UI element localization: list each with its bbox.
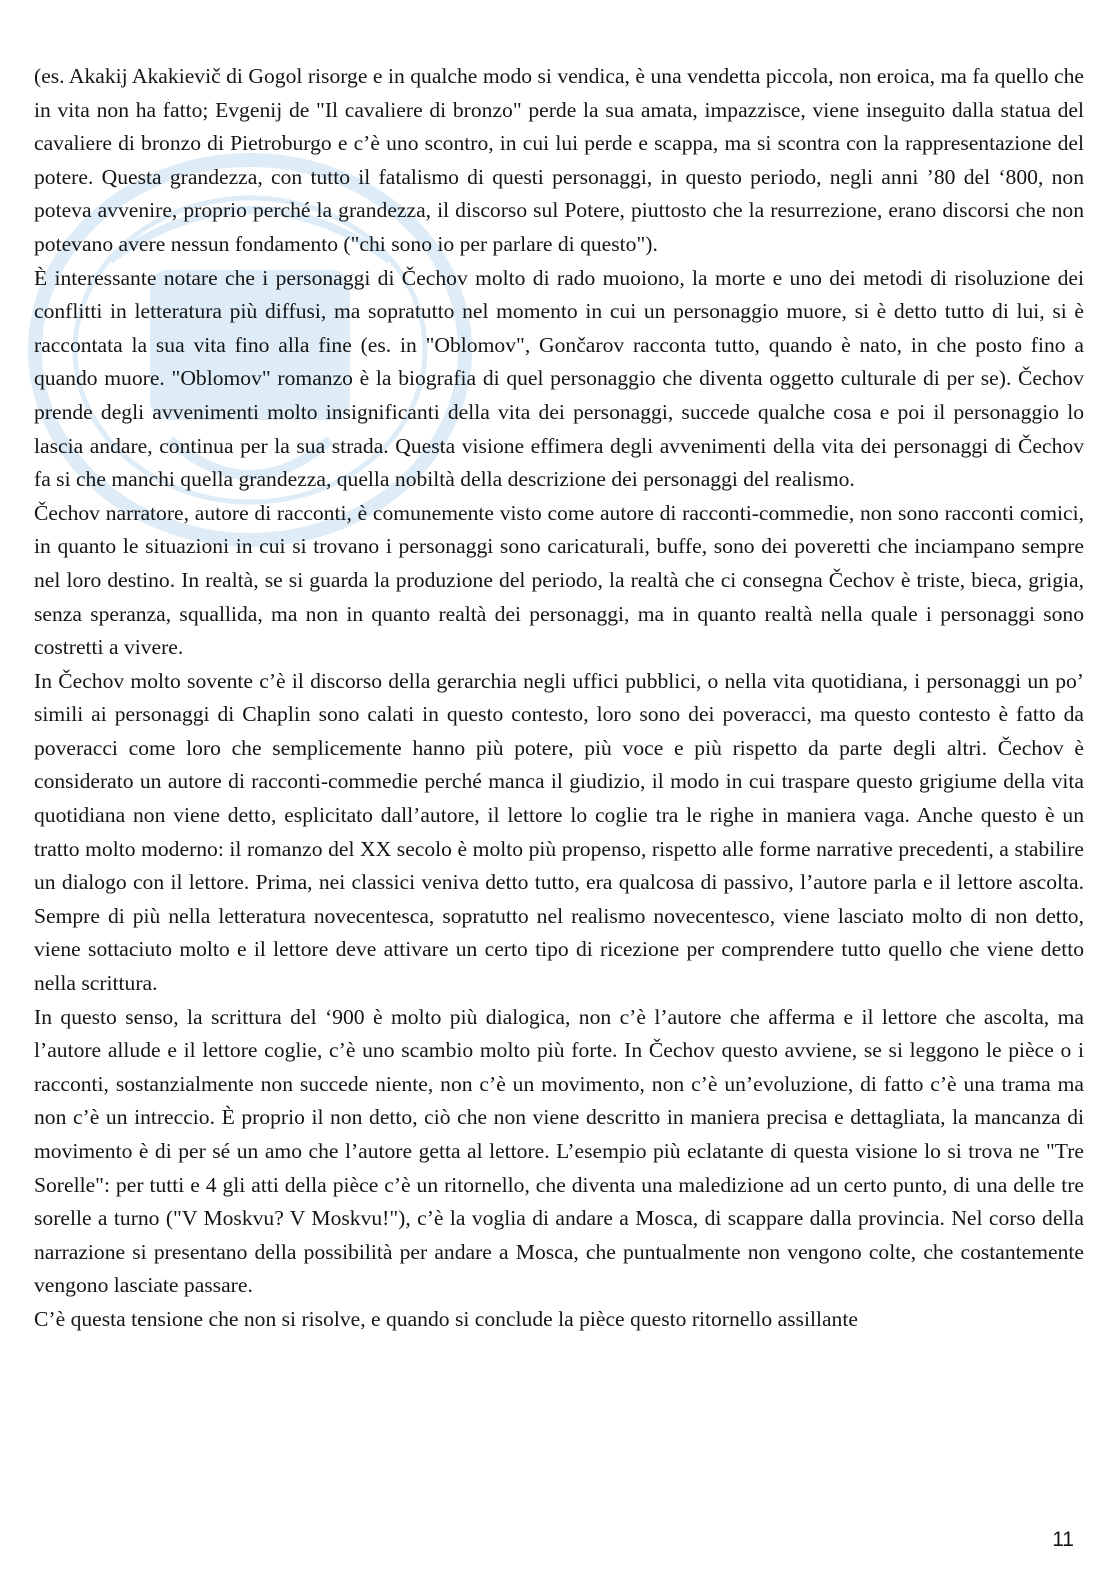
page-number: 11 — [1052, 1528, 1074, 1551]
paragraph: (es. Akakij Akakievič di Gogol risorge e in qualche modo si vendica, è una vendetta piccola, non eroica, ma fa quello che in vita non ha fatto; Evgenij de "Il cavaliere di bronzo" perde la sua amata, impazzisce, viene inseguito dalla statua del cavaliere di bronzo di Pietroburgo e c’è uno scontro, in cui lui perde e scappa, ma si scontra con la rappresentazione del potere. Questa grandezza, con tutto il fatalismo di questi personaggi, in questo periodo, negli anni ’80 del ‘800, non poteva avvenire, proprio perché la grandezza, il discorso sul Potere, piuttosto che la resurrezione, erano discorsi che non potevano avere nessun fondamento ("chi sono io per parlare di questo"). — [34, 64, 1084, 256]
paragraph: In Čechov molto sovente c’è il discorso della gerarchia negli uffici pubblici, o nella vita quotidiana, i personaggi un po’ simili ai personaggi di Chaplin sono calati in questo contesto, loro sono dei poveracci, ma questo contesto è fatto da poveracci come loro che semplicemente hanno più potere, più voce e più rispetto da parte degli altri. Čechov è considerato un autore di racconti-commedie perché manca il giudizio, il modo in cui traspare questo grigiume della vita quotidiana non viene detto, esplicitato dall’autore, il lettore lo coglie tra le righe in maniera vaga. Anche questo è un tratto molto moderno: il romanzo del XX secolo è molto più propenso, rispetto alle forme narrative precedenti, a stabilire un dialogo con il lettore. Prima, nei classici veniva detto tutto, era qualcosa di passivo, l’autore parla e il lettore ascolta. Sempre di più nella letteratura novecentesca, sopratutto nel realismo novecentesco, viene lasciato molto di non detto, viene sottaciuto molto e il lettore deve attivare un certo tipo di ricezione per comprendere tutto quello che viene detto nella scrittura. — [34, 668, 1084, 996]
paragraph: Čechov narratore, autore di racconti, è comunemente visto come autore di racconti-commedie, non sono racconti comici, in quanto le situazioni in cui si trovano i personaggi sono caricaturali, buffe, sono dei poveretti che inciampano sempre nel loro destino. In realtà, se si guarda la produzione del periodo, la realtà che ci consegna Čechov è triste, bieca, grigia, senza speranza, squallida, ma non in quanto realtà dei personaggi, ma in quanto realtà nella quale i personaggi sono costretti a vivere. — [34, 500, 1084, 660]
paragraph: In questo senso, la scrittura del ‘900 è molto più dialogica, non c’è l’autore che afferma e il lettore che ascolta, ma l’autore allude e il lettore coglie, c’è uno scambio molto più forte. In Čechov questo avviene, se si leggono le pièce o i racconti, sostanzialmente non succede niente, non c’è un movimento, non c’è un’evoluzione, di fatto c’è una trama ma non c’è un intreccio. È proprio il non detto, ciò che non viene descritto in maniera precisa e dettagliata, la mancanza di movimento è di per sé un amo che l’autore getta al lettore. L’esempio più eclatante di questa visione lo si trova ne "Tre Sorelle": per tutti e 4 gli atti della pièce c’è un ritornello, che diventa una maledizione ad un certo punto, di una delle tre sorelle a turno ("V Moskvu? V Moskvu!"), c’è la voglia di andare a Mosca, di scappare dalla provincia. Nel corso della narrazione si presentano della possibilità per andare a Mosca, che puntualmente non vengono colte, che costantemente vengono lasciate passare. — [34, 1004, 1084, 1298]
document-body — [34, 60, 1084, 1337]
paragraph: È interessante notare che i personaggi di Čechov molto di rado muoiono, la morte e uno dei metodi di risoluzione dei conflitti in letteratura più diffusi, ma sopratutto nel momento in cui un personaggio muore, si è detto tutto di lui, si è raccontata la sua vita fino alla fine (es. in "Oblomov", Gončarov racconta tutto, quando è nato, in che posto fino a quando muore. "Oblomov" romanzo è la biografia di quel personaggio che diventa oggetto culturale di per se). Čechov prende degli avvenimenti molto insignificanti della vita dei personaggi, succede qualche cosa e poi il personaggio lo lascia andare, continua per la sua strada. Questa visione effimera degli avvenimenti della vita dei personaggi di Čechov fa si che manchi quella grandezza, quella nobiltà della descrizione dei personaggi del realismo. — [34, 265, 1084, 492]
paragraph: C’è questa tensione che non si risolve, e quando si conclude la pièce questo ritornello assillante — [34, 1306, 858, 1331]
